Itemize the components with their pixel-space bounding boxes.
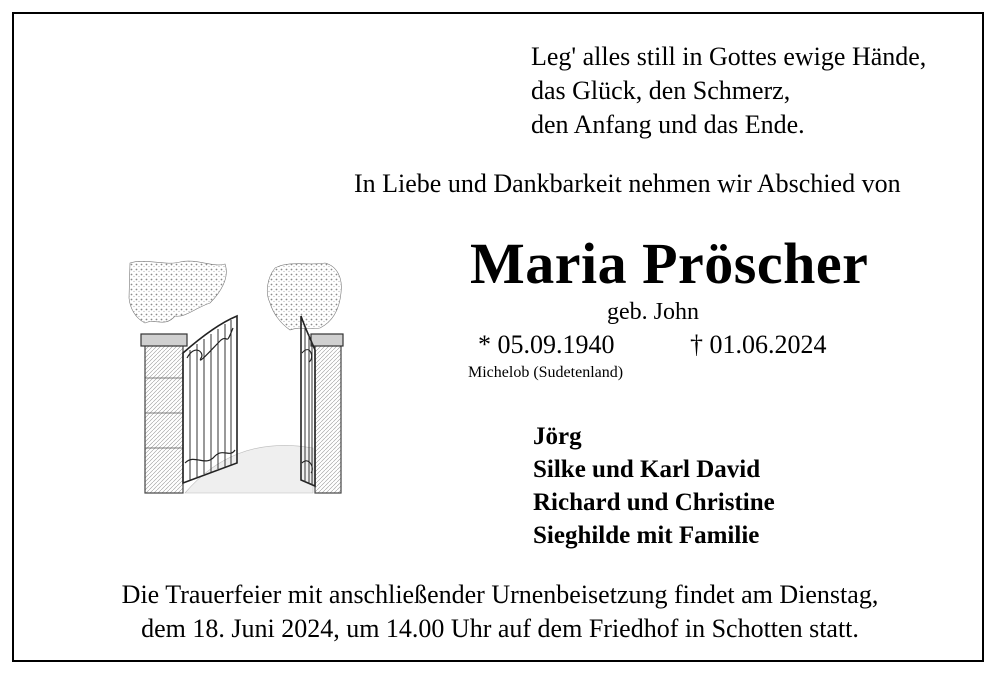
mourners-list bbox=[533, 420, 775, 552]
mourner: Sieghilde mit Familie bbox=[533, 522, 760, 549]
verse-line: das Glück, den Schmerz, bbox=[531, 76, 791, 105]
ceremony-line: Die Trauerfeier mit anschließender Urnenbeisetzung findet am Dienstag, bbox=[121, 580, 879, 609]
mourner: Jörg bbox=[533, 423, 582, 450]
death-date: † 01.06.2024 bbox=[690, 330, 827, 359]
ceremony-info bbox=[0, 578, 1000, 646]
verse-line: Leg' alles still in Gottes ewige Hände, bbox=[531, 42, 927, 71]
birth-place: Michelob (Sudetenland) bbox=[468, 364, 624, 381]
born-name: geb. John bbox=[607, 299, 699, 325]
farewell-intro: In Liebe und Dankbarkeit nehmen wir Abschied von bbox=[354, 169, 901, 198]
deceased-name: Maria Pröscher bbox=[470, 231, 869, 296]
ceremony-line: dem 18. Juni 2024, um 14.00 Uhr auf dem Friedhof in Schotten statt. bbox=[141, 614, 859, 643]
birth-date: * 05.09.1940 bbox=[478, 330, 615, 359]
mourner: Silke und Karl David bbox=[533, 456, 761, 483]
verse bbox=[531, 40, 926, 142]
verse-line: den Anfang und das Ende. bbox=[531, 110, 805, 139]
mourner: Richard und Christine bbox=[533, 489, 775, 516]
garden-gate-icon bbox=[125, 258, 345, 500]
